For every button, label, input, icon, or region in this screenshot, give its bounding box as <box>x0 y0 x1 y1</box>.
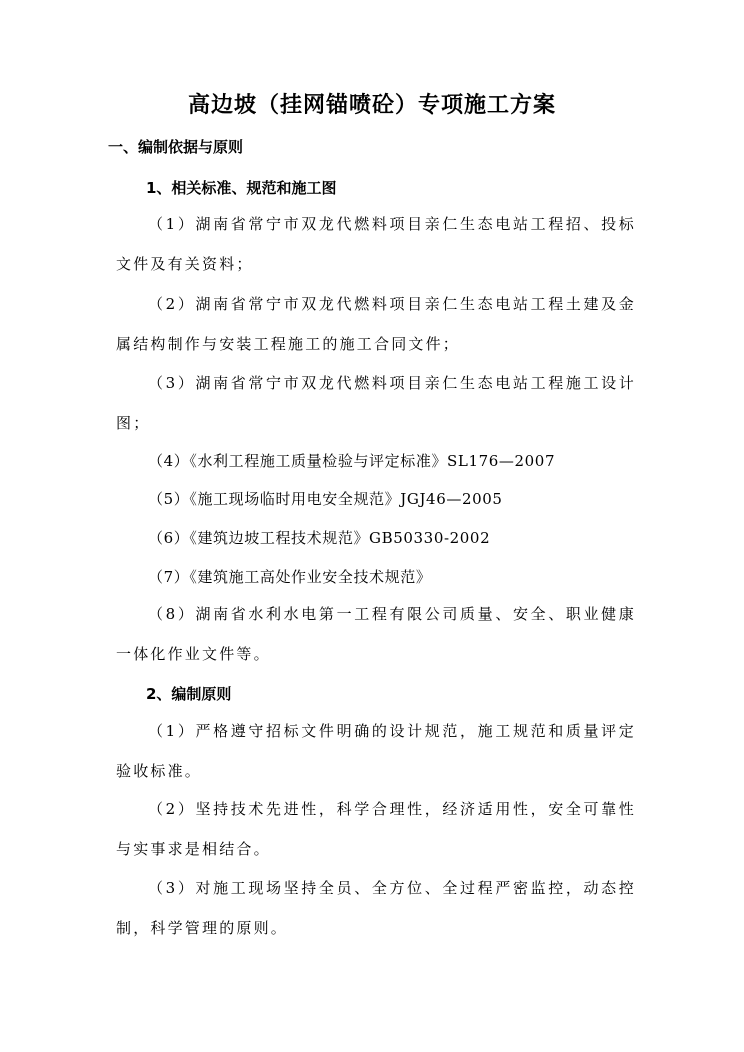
principles-item-2: （2）坚持技术先进性，科学合理性，经济适用性，安全可靠性与实事求是相结合。 <box>116 800 636 858</box>
standards-item-6: （6）《建筑边坡工程技术规范》GB50330-2002 <box>148 529 491 547</box>
section-heading-1: 一、编制依据与原则 <box>108 138 244 156</box>
principles-item-1: （1）严格遵守招标文件明确的设计规范，施工规范和质量评定验收标准。 <box>116 722 636 780</box>
subsection-heading-principles: 2、编制原则 <box>146 685 232 703</box>
standards-item-1: （1）湖南省常宁市双龙代燃料项目亲仁生态电站工程招、投标文件及有关资料； <box>116 215 636 273</box>
standards-item-4: （4）《水利工程施工质量检验与评定标准》SL176—2007 <box>148 452 556 470</box>
document-title: 高边坡（挂网锚喷砼）专项施工方案 <box>187 93 556 118</box>
standards-item-2: （2）湖南省常宁市双龙代燃料项目亲仁生态电站工程土建及金属结构制作与安装工程施工的施工合同文件； <box>116 295 636 353</box>
standards-item-8: （8）湖南省水利水电第一工程有限公司质量、安全、职业健康一体化作业文件等。 <box>116 605 636 663</box>
principles-item-3: （3）对施工现场坚持全员、全方位、全过程严密监控，动态控制，科学管理的原则。 <box>116 879 636 937</box>
standards-item-5: （5）《施工现场临时用电安全规范》JGJ46—2005 <box>148 490 503 508</box>
standards-item-7: （7）《建筑施工高处作业安全技术规范》 <box>148 568 432 586</box>
standards-item-3: （3）湖南省常宁市双龙代燃料项目亲仁生态电站工程施工设计图； <box>116 374 636 432</box>
subsection-heading-standards: 1、相关标准、规范和施工图 <box>146 179 337 197</box>
